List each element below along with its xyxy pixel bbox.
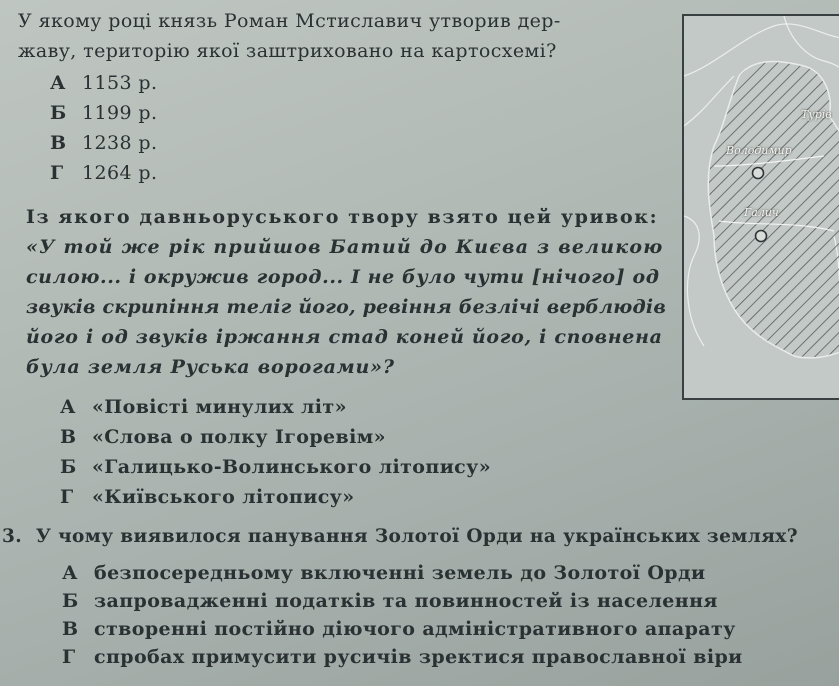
city-halych-marker xyxy=(756,231,767,242)
option-letter: В xyxy=(62,618,79,640)
option-text: спробах примусити русичів зректися православної віри xyxy=(94,646,743,668)
city-label-halych: Галич xyxy=(744,206,779,219)
q1-text-line2: жаву, територію якої заштриховано на картосхемі? xyxy=(18,40,557,62)
q3-option-a[interactable] xyxy=(62,562,706,584)
q3-text-line1 xyxy=(2,526,798,547)
option-text: «Повісті минулих літ» xyxy=(92,396,347,418)
option-letter: Г xyxy=(60,486,74,508)
q2-option-b[interactable] xyxy=(60,456,491,478)
option-letter: Б xyxy=(62,590,79,612)
option-letter: А xyxy=(50,72,66,94)
q1-text-line1: У якому році князь Роман Мстиславич утворив дер- xyxy=(18,10,561,32)
city-label-volodymyr: Володимир xyxy=(726,144,792,157)
city-volodymyr-marker xyxy=(753,168,764,179)
option-text: запровадженні податків та повинностей із населення xyxy=(94,590,718,612)
option-letter: Б xyxy=(60,456,77,478)
q2-quote-line5: була земля Руська ворогами»? xyxy=(26,356,395,378)
q2-text-line1: Із якого давньоруського твору взято цей уривок: xyxy=(26,206,659,228)
option-letter: Г xyxy=(62,646,76,668)
option-text: «Київського літопису» xyxy=(92,486,355,508)
q2-option-g[interactable] xyxy=(60,486,355,508)
option-text: 1264 р. xyxy=(82,162,158,184)
q2-quote-line1: «У той же рік прийшов Батий до Києва з великою xyxy=(26,236,664,258)
option-text: 1238 р. xyxy=(82,132,158,154)
option-text: «Слова о полку Ігоревім» xyxy=(92,426,386,448)
q2-option-v[interactable] xyxy=(60,426,386,448)
q1-option-a[interactable] xyxy=(50,72,157,94)
q3-option-g[interactable] xyxy=(62,646,743,668)
q2-quote-line2: силою... і окружив город... І не було чути [нічого] од xyxy=(26,266,660,288)
q3-option-b[interactable] xyxy=(62,590,718,612)
option-letter: А xyxy=(60,396,76,418)
option-letter: В xyxy=(60,426,77,448)
map-border-line xyxy=(684,216,704,346)
question-number: 3. xyxy=(2,526,23,547)
q2-quote-line3: звуків скрипіння теліг його, ревіння безлічі верблюдів xyxy=(26,296,667,318)
question-text: У чому виявилося панування Золотої Орди на українських землях? xyxy=(35,526,798,547)
q1-option-g[interactable] xyxy=(50,162,157,184)
option-letter: Г xyxy=(50,162,64,184)
q2-option-a[interactable] xyxy=(60,396,347,418)
q1-option-v[interactable] xyxy=(50,132,157,154)
option-text: 1153 р. xyxy=(82,72,158,94)
q1-option-b[interactable] xyxy=(50,102,157,124)
option-text: створенні постійно діючого адміністративного апарату xyxy=(94,618,736,640)
option-letter: Б xyxy=(50,102,67,124)
option-letter: В xyxy=(50,132,67,154)
option-text: 1199 р. xyxy=(82,102,158,124)
option-text: «Галицько-Волинського літопису» xyxy=(92,456,491,478)
q3-option-v[interactable] xyxy=(62,618,736,640)
option-text: безпосередньому включенні земель до Золотої Орди xyxy=(94,562,706,584)
city-label-turiv: Турів xyxy=(801,108,832,121)
map-schema xyxy=(682,14,839,400)
q2-quote-line4: його і од звуків іржання стад коней його, і сповнена xyxy=(26,326,663,348)
option-letter: А xyxy=(62,562,78,584)
